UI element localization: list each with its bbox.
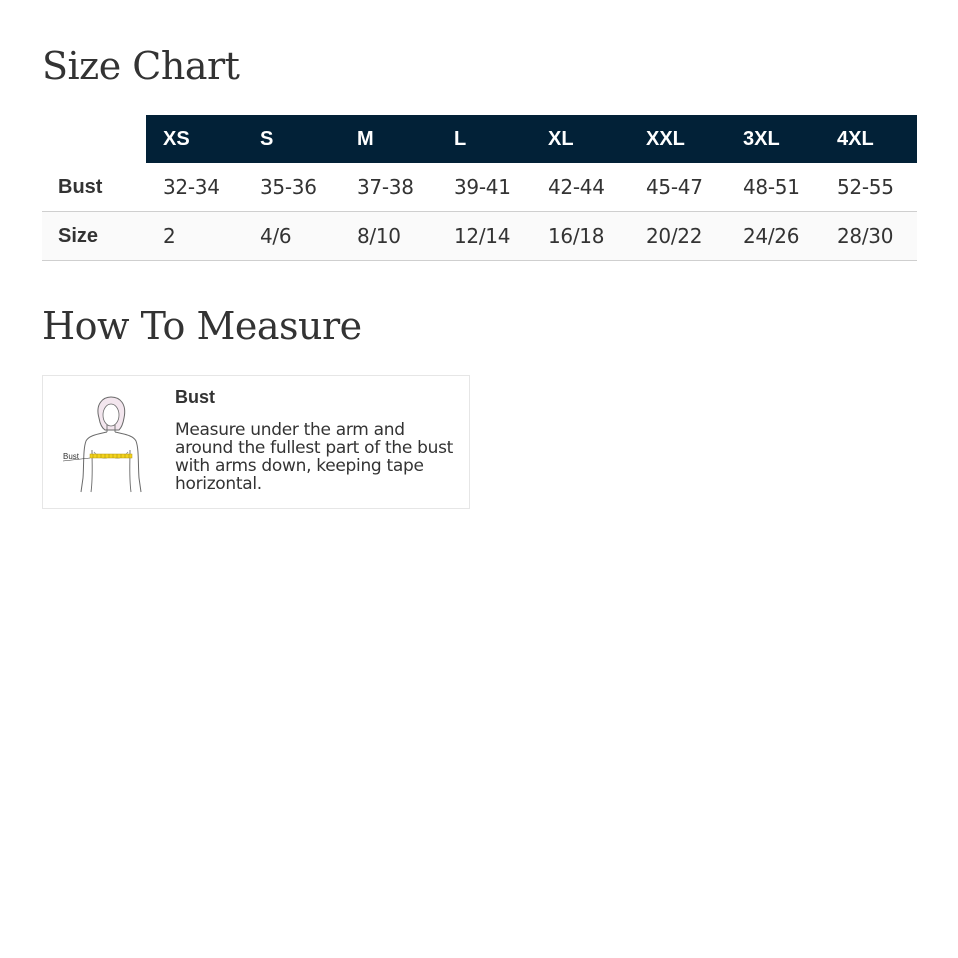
- size-chart-table: [42, 115, 917, 261]
- column-header-xl: XL: [531, 115, 629, 163]
- column-header-m: M: [340, 115, 437, 163]
- table-cell: 35-36: [243, 163, 340, 212]
- table-cell: 8/10: [340, 212, 437, 261]
- table-cell: 28/30: [820, 212, 917, 261]
- column-header-l: L: [437, 115, 531, 163]
- table-cell: 32-34: [146, 163, 243, 212]
- table-header-row: [42, 115, 917, 163]
- column-header-3xl: 3XL: [726, 115, 820, 163]
- column-header-s: S: [243, 115, 340, 163]
- table-cell: 4/6: [243, 212, 340, 261]
- table-cell: 12/14: [437, 212, 531, 261]
- row-label-size: Size: [42, 212, 146, 261]
- table-cell: 16/18: [531, 212, 629, 261]
- table-row: [42, 212, 917, 261]
- table-cell: 45-47: [629, 163, 726, 212]
- how-to-measure-heading: How To Measure: [42, 304, 362, 348]
- table-cell: 39-41: [437, 163, 531, 212]
- column-header-4xl: 4XL: [820, 115, 917, 163]
- table-cell: 52-55: [820, 163, 917, 212]
- table-cell: 2: [146, 212, 243, 261]
- column-header-xs: XS: [146, 115, 243, 163]
- figure-bust-label: Bust: [63, 452, 80, 461]
- table-cell: 20/22: [629, 212, 726, 261]
- table-cell: 48-51: [726, 163, 820, 212]
- table-cell: 37-38: [340, 163, 437, 212]
- table-cell: 24/26: [726, 212, 820, 261]
- measure-card-title: Bust: [175, 387, 215, 407]
- table-row: [42, 163, 917, 212]
- measure-card-bust: [42, 375, 470, 509]
- bust-measure-illustration: [59, 394, 165, 494]
- measure-card-description: Measure under the arm and around the fullest part of the bust with arms down, keeping tape horizontal.: [175, 420, 454, 494]
- size-chart-heading: Size Chart: [42, 44, 240, 88]
- table-corner-cell: [42, 115, 146, 163]
- row-label-bust: Bust: [42, 163, 146, 212]
- column-header-xxl: XXL: [629, 115, 726, 163]
- table-cell: 42-44: [531, 163, 629, 212]
